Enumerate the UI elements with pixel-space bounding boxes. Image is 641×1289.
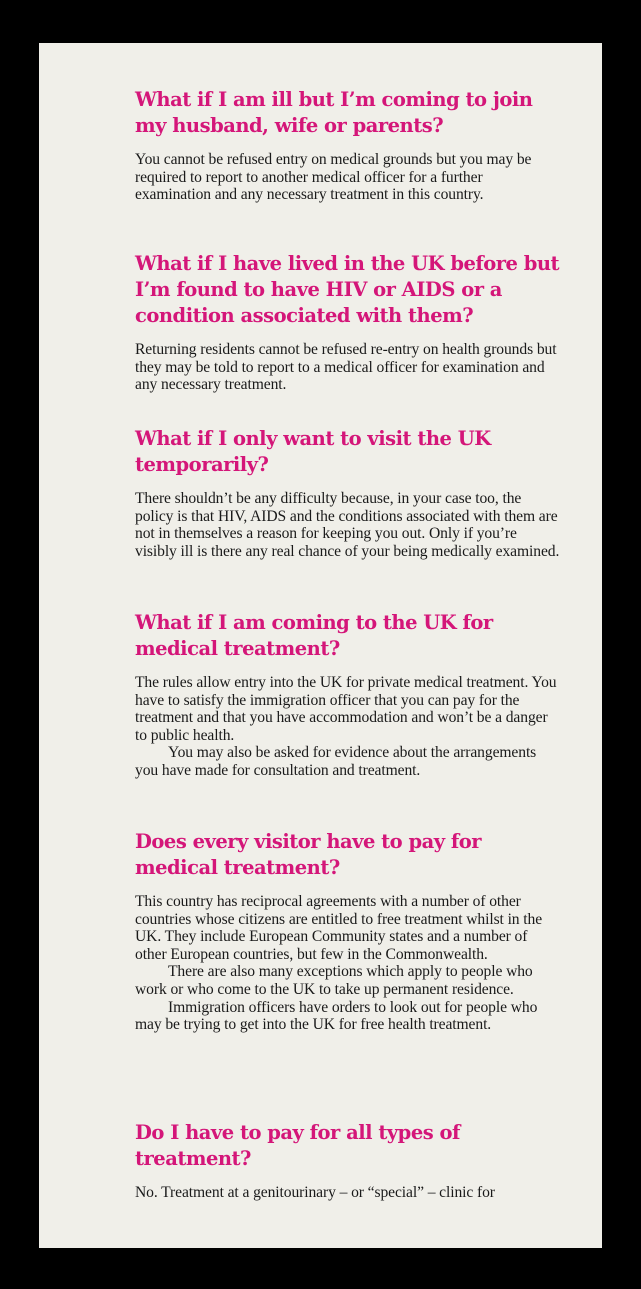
faq-section-treatment-types (135, 1120, 560, 1202)
answer-paragraph: Immigration officers have orders to look out for people who may be trying to get into the UK for free health treatment. (135, 998, 538, 1034)
question-heading: What if I am coming to the UK for medical treatment? (135, 611, 493, 660)
faq-section-ill-joining-family (135, 87, 560, 204)
faq-section-temporary-visit (135, 426, 560, 560)
answer-paragraph: You may also be asked for evidence about the arrangements you have made for consultation and treatment. (135, 744, 537, 779)
answer-paragraph: There are also many exceptions which apply to people who work or who come to the UK to take up permanent residence. (135, 963, 533, 998)
answer-paragraph: No. Treatment at a genitourinary – or “special” – clinic for (135, 1184, 495, 1201)
leaflet-page (39, 43, 602, 1248)
question-heading: What if I only want to visit the UK temporarily? (135, 427, 491, 476)
faq-section-medical-treatment (135, 610, 560, 780)
answer-paragraph: Returning residents cannot be refused re-entry on health grounds but they may be told to report to a medical officer for examination and any necessary treatment. (135, 341, 557, 394)
question-heading: What if I have lived in the UK before but I’m found to have HIV or AIDS or a condition associated with them? (135, 252, 560, 327)
faq-section-visitor-payment (135, 829, 560, 1034)
question-heading: What if I am ill but I’m coming to join my husband, wife or parents? (135, 88, 533, 137)
answer-paragraph: There shouldn’t be any difficulty because, in your case too, the policy is that HIV, AIDS and the conditions associated with them are not in themselves a reason for keeping you out. Only if you’re visibly ill is there any real chance of your being medically examined. (135, 490, 560, 560)
faq-section-returning-resident (135, 251, 560, 394)
question-heading: Do I have to pay for all types of treatment? (135, 1121, 460, 1170)
answer-paragraph: This country has reciprocal agreements with a number of other countries whose citizens are entitled to free treatment whilst in the UK. They include European Community states and a number of other European countries, but few in the Commonwealth. (135, 893, 543, 963)
answer-paragraph: You cannot be refused entry on medical grounds but you may be required to report to another medical officer for a further examination and any necessary treatment in this country. (135, 151, 532, 204)
answer-paragraph: The rules allow entry into the UK for private medical treatment. You have to satisfy the immigration officer that you can pay for the treatment and that you have accommodation and won’t be a danger to public health. (135, 674, 557, 744)
question-heading: Does every visitor have to pay for medical treatment? (135, 830, 482, 879)
